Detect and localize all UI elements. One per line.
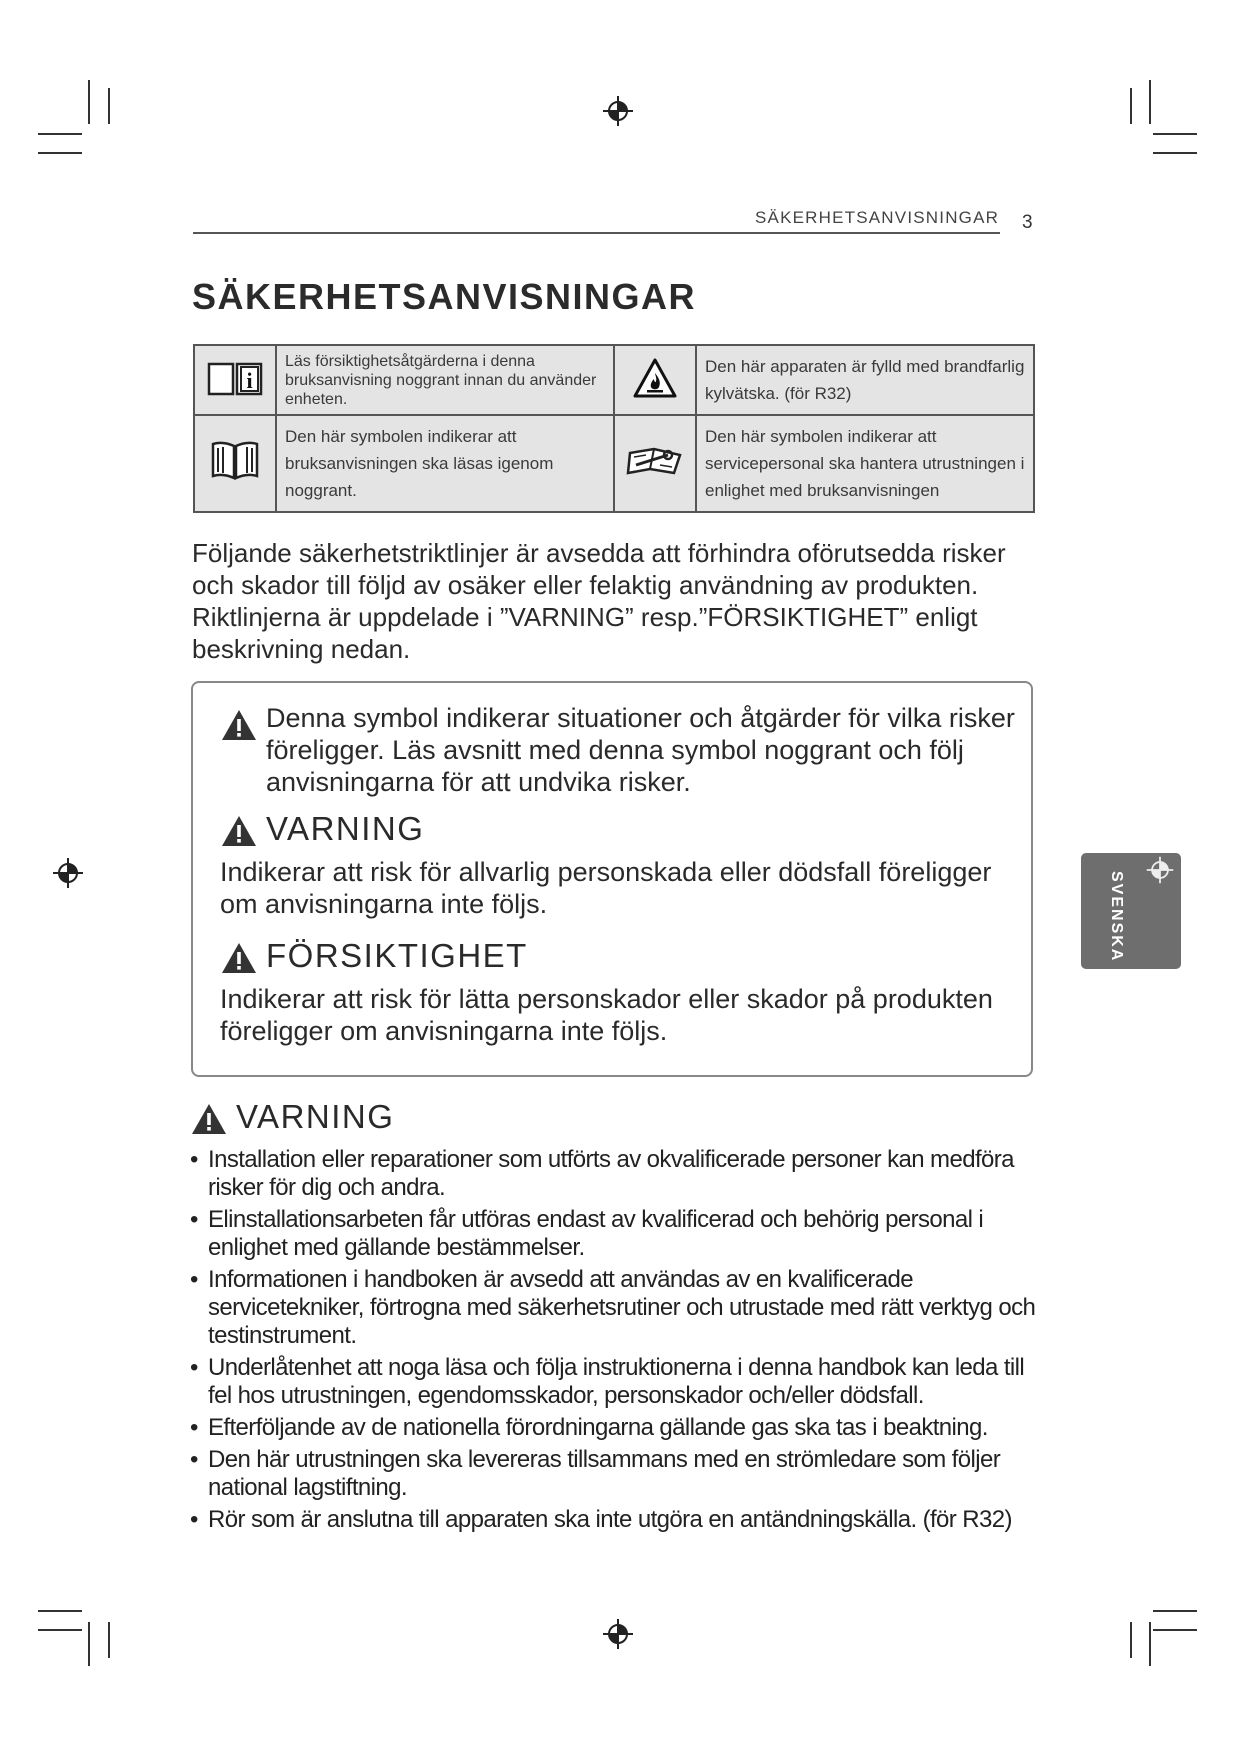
language-tab (1081, 853, 1181, 969)
page-title: SÄKERHETSANVISNINGAR (192, 276, 697, 317)
warning-triangle-icon (220, 814, 258, 848)
list-item-text: Informationen i handboken är avsedd att användas av en kvalificerade servicetekniker, förtrogna med säkerhetsrutiner och utrustade med rätt verktyg och testinstrument. (208, 1266, 1036, 1349)
symbol-cell-icon (194, 415, 276, 512)
symbol-cell-text: Den här apparaten är fylld med brandfarlig kylvätska. (för R32) (696, 345, 1034, 415)
warning-triangle-icon (220, 708, 258, 742)
list-item-text: Elinstallationsarbeten får utföras endast av kvalificerad och behörig personal i enlighet med gällande bestämmelser. (208, 1206, 984, 1261)
header-rule (193, 232, 1000, 234)
crop-mark (38, 1629, 82, 1631)
symbol-cell-icon (614, 415, 696, 512)
symbol-cell-icon (614, 345, 696, 415)
crop-mark (1149, 80, 1151, 124)
open-book-icon (209, 438, 261, 484)
list-item: • Informationen i handboken är avsedd att användas av en kvalificerade servicetekniker, förtrogna med säkerhetsrutiner och utrustade med rätt verktyg och testinstrument. (190, 1266, 1036, 1349)
running-header: SÄKERHETSANVISNINGAR (755, 208, 1000, 227)
crop-mark (1153, 1610, 1197, 1612)
warning-triangle-icon (190, 1102, 228, 1136)
varning-heading-text: VARNING (236, 1098, 395, 1135)
symbol-cell-icon (194, 345, 276, 415)
list-item: • Den här utrustningen ska levereras tillsammans med en strömledare som följer national lagstiftning. (190, 1446, 1001, 1501)
warning-triangle-icon (220, 941, 258, 975)
warning-heading: VARNING (266, 810, 425, 847)
list-item-text: Efterföljande av de nationella förordningarna gällande gas ska tas i beaktning. (208, 1414, 988, 1441)
caution-heading: FÖRSIKTIGHET (266, 937, 528, 974)
list-item: • Efterföljande av de nationella förordningarna gällande gas ska tas i beaktning. (190, 1414, 988, 1441)
registration-mark-icon (601, 1617, 635, 1651)
list-item: • Underlåtenhet att noga läsa och följa instruktionerna i denna handbok kan leda till fel hos utrustningen, egendomsskador, personskador och/eller dödsfall. (190, 1354, 1025, 1409)
list-item: • Rör som är anslutna till apparaten ska inte utgöra en antändningskälla. (för R32) (190, 1506, 1012, 1533)
intro-paragraph: Följande säkerhetstriktlinjer är avsedda att förhindra oförutsedda risker och skador till följd av osäker eller felaktig användning av produkten. Riktlinjerna är uppdelade i ”VARNING” resp.”FÖRSIKTIGHET” enligt beskrivning nedan. (192, 538, 1006, 664)
list-item-text: Underlåtenhet att noga läsa och följa instruktionerna i denna handbok kan leda till fel hos utrustningen, egendomsskador, personskador och/eller dödsfall. (208, 1354, 1025, 1409)
svg-text:i: i (246, 367, 253, 393)
crop-mark (1153, 1629, 1197, 1631)
language-tab-label: SVENSKA (1108, 871, 1125, 963)
varning-list (190, 1146, 1050, 1538)
crop-mark (1153, 152, 1197, 154)
crop-mark (1149, 1622, 1151, 1666)
symbol-cell-text: Den här symbolen indikerar att bruksanvisningen ska läsas igenom noggrant. (276, 415, 614, 512)
registration-mark-icon (1145, 855, 1175, 885)
caution-description: Indikerar att risk för lätta personskador eller skador på produkten föreligger om anvisningarna inte följs. (220, 984, 993, 1046)
list-item-text: Rör som är anslutna till apparaten ska inte utgöra en antändningskälla. (för R32) (208, 1506, 1012, 1533)
symbol-cell-text: Den här symbolen indikerar att servicepersonal ska hantera utrustningen i enlighet med bruksanvisningen (696, 415, 1034, 512)
list-item-text: Installation eller reparationer som utförts av okvalificerade personer kan medföra risker för dig och andra. (208, 1146, 1014, 1201)
crop-mark (108, 88, 110, 124)
read-manual-info-icon (205, 358, 265, 398)
page-number: 3 (1022, 212, 1033, 233)
symbol-cell-text: Läs försiktighetsåtgärderna i denna bruksanvisning noggrant innan du använder enheten. (276, 345, 614, 415)
flammable-warning-icon (632, 357, 678, 399)
crop-mark (108, 1622, 110, 1658)
registration-mark-icon (601, 94, 635, 128)
warning-description: Indikerar att risk för allvarlig personskada eller dödsfall föreligger om anvisningarna inte följs. (220, 857, 992, 919)
crop-mark (38, 152, 82, 154)
service-manual-icon (624, 443, 686, 479)
crop-mark (88, 80, 90, 124)
list-item-text: Den här utrustningen ska levereras tillsammans med en strömledare som följer national lagstiftning. (208, 1446, 1001, 1501)
crop-mark (38, 133, 82, 135)
crop-mark (1130, 1622, 1132, 1658)
registration-mark-icon (51, 856, 85, 890)
list-item: • Installation eller reparationer som utförts av okvalificerade personer kan medföra risker för dig och andra. (190, 1146, 1014, 1201)
legend-lead-text: Denna symbol indikerar situationer och åtgärder för vilka risker föreligger. Läs avsnitt med denna symbol noggrant och följ anvisningarna för att undvika risker. (266, 703, 1015, 797)
crop-mark (88, 1622, 90, 1666)
list-item: • Elinstallationsarbeten får utföras endast av kvalificerad och behörig personal i enlighet med gällande bestämmelser. (190, 1206, 984, 1261)
varning-section-heading (190, 1098, 590, 1138)
crop-mark (38, 1610, 82, 1612)
symbol-table (193, 344, 1035, 513)
crop-mark (1153, 133, 1197, 135)
crop-mark (1130, 88, 1132, 124)
